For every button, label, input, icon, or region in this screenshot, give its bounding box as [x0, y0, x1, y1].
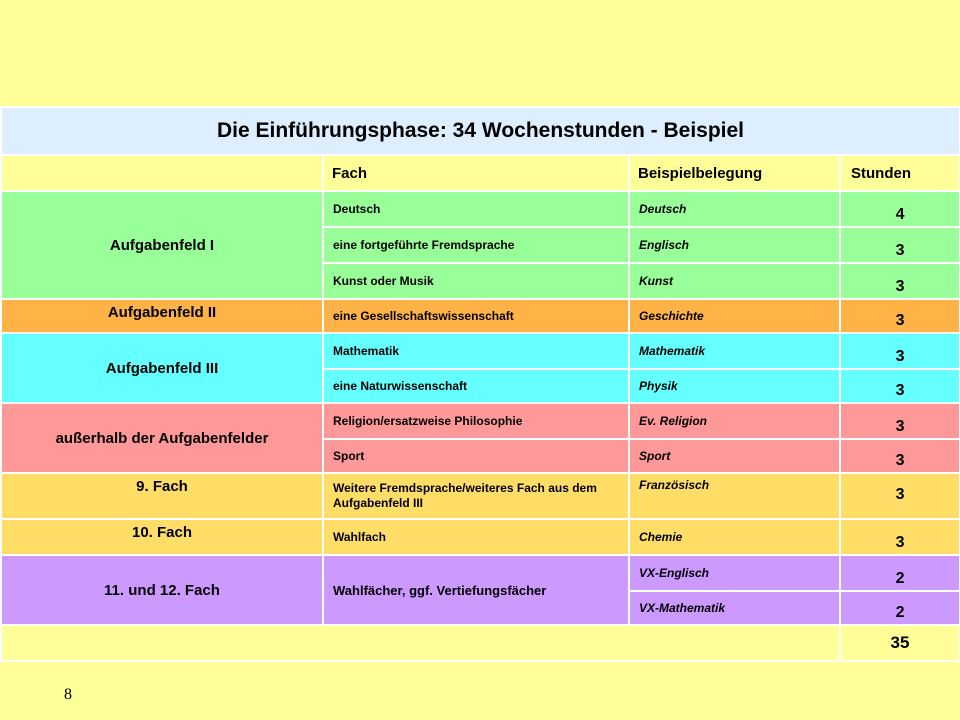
beispiel-cell: Deutsch — [629, 191, 840, 227]
table-title: Die Einführungsphase: 34 Wochenstunden - Beispiel — [1, 107, 960, 155]
beispiel-cell: Physik — [629, 369, 840, 403]
area-label: Aufgabenfeld III — [1, 333, 323, 403]
area-label: 10. Fach — [1, 519, 323, 555]
fach-cell: eine Naturwissenschaft — [323, 369, 629, 403]
table-row — [1, 299, 960, 333]
stunden-cell: 3 — [840, 439, 960, 473]
beispiel-cell: VX-Mathematik — [629, 591, 840, 625]
stunden-cell: 3 — [840, 227, 960, 263]
fach-cell: Sport — [323, 439, 629, 473]
header-beispiel: Beispielbelegung — [629, 155, 840, 191]
header-empty-cell — [1, 155, 323, 191]
stunden-cell: 3 — [840, 473, 960, 519]
table-row — [1, 191, 960, 227]
area-label: 9. Fach — [1, 473, 323, 519]
total-empty-cell — [1, 625, 840, 661]
title-row — [1, 107, 960, 155]
beispiel-cell: Französisch — [629, 473, 840, 519]
fach-cell: Wahlfach — [323, 519, 629, 555]
beispiel-cell: Ev. Religion — [629, 403, 840, 439]
table-row — [1, 473, 960, 519]
table-row — [1, 519, 960, 555]
beispiel-cell: Kunst — [629, 263, 840, 299]
table-row — [1, 333, 960, 369]
header-fach: Fach — [323, 155, 629, 191]
stunden-cell: 2 — [840, 555, 960, 591]
stunden-cell: 3 — [840, 403, 960, 439]
fach-cell: Weitere Fremdsprache/weiteres Fach aus dem Aufgabenfeld III — [323, 473, 629, 519]
stunden-cell: 3 — [840, 519, 960, 555]
beispiel-cell: Sport — [629, 439, 840, 473]
table-row — [1, 555, 960, 591]
fach-cell: Kunst oder Musik — [323, 263, 629, 299]
total-hours: 35 — [840, 625, 960, 661]
fach-cell: eine Gesellschaftswissenschaft — [323, 299, 629, 333]
stunden-cell: 3 — [840, 333, 960, 369]
fach-cell: Mathematik — [323, 333, 629, 369]
area-label: Aufgabenfeld I — [1, 191, 323, 299]
beispiel-cell: VX-Englisch — [629, 555, 840, 591]
total-row — [1, 625, 960, 661]
beispiel-cell: Mathematik — [629, 333, 840, 369]
fach-cell: Deutsch — [323, 191, 629, 227]
stunden-cell: 2 — [840, 591, 960, 625]
stunden-cell: 4 — [840, 191, 960, 227]
area-label: außerhalb der Aufgabenfelder — [1, 403, 323, 473]
header-stunden: Stunden — [840, 155, 960, 191]
stunden-cell: 3 — [840, 299, 960, 333]
beispiel-cell: Englisch — [629, 227, 840, 263]
course-table — [0, 106, 960, 662]
header-row — [1, 155, 960, 191]
area-label: Aufgabenfeld II — [1, 299, 323, 333]
beispiel-cell: Geschichte — [629, 299, 840, 333]
stunden-cell: 3 — [840, 369, 960, 403]
page-number: 8 — [64, 686, 72, 703]
fach-cell: Religion/ersatzweise Philosophie — [323, 403, 629, 439]
fach-cell: eine fortgeführte Fremdsprache — [323, 227, 629, 263]
stunden-cell: 3 — [840, 263, 960, 299]
table-row — [1, 403, 960, 439]
fach-cell: Wahlfächer, ggf. Vertiefungsfächer — [323, 555, 629, 625]
beispiel-cell: Chemie — [629, 519, 840, 555]
area-label: 11. und 12. Fach — [1, 555, 323, 625]
